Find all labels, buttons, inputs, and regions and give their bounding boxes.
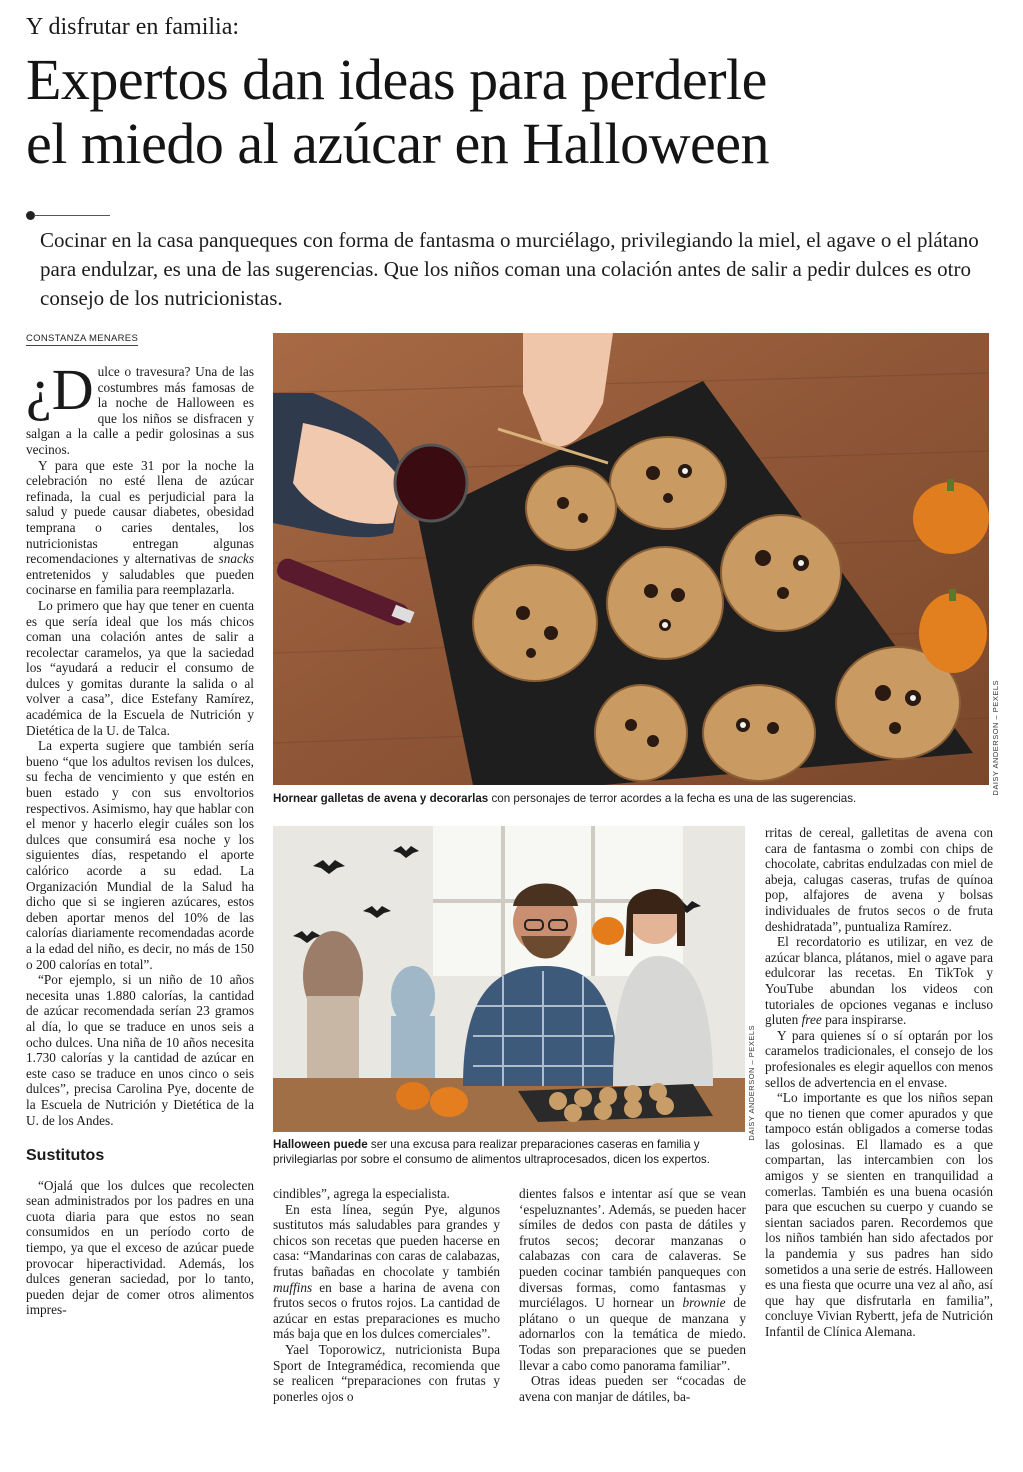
col1-paragraph-6: “Ojalá que los dulces que recolecten sean administrados por los padres en una cuota diaria para que estos no sean consumidos en un período corto de tiempo, ya que el exceso de azúcar puede provocar hiperactividad. Además, los dulces generan saciedad, por lo tanto, pueden dejar de comer otros alimentos impres- [26,1177,254,1318]
kicker: Y disfrutar en familia: [26,14,240,40]
headline-line-1: Expertos dan ideas para perderle [26,47,767,112]
col3-p1-em: brownie [682,1295,726,1311]
caption-top-text: con personajes de terror acordes a la fecha es una de las sugerencias. [488,792,857,805]
col1-paragraph-5: “Por ejemplo, si un niño de 10 años necesita unas 1.880 calorías, la cantidad de azúcar recomendada serían 23 gramos al día, lo que se traduce en unos seis a ocho dulces. Una niña de 10 años necesita 1.730 calorías y la cantidad de azúcar en este caso se traduce en unos cinco o seis dulces”, precisa Carolina Pye, docente de la Escuela de Nutrición y Dietética de la U. de los Andes. [26,972,254,1128]
col2-p2-em: muffins [273,1279,313,1295]
col2-paragraph-2 [273,1202,500,1342]
col2-paragraph-1: cindibles”, agrega la especialista. [273,1186,450,1201]
headline-line-2: el miedo al azúcar en Halloween [26,111,769,176]
photo-cookies [273,333,989,785]
caption-middle-text: ser una excusa para realizar preparaciones caseras en familia y privilegiarlas por sobre el consumo de alimentos ultraprocesados, dicen los expertos. [273,1138,710,1166]
caption-middle-bold: Halloween puede [273,1138,368,1151]
col1-p2-a: Y para que este 31 por la noche la celebración no esté llena de azúcar refinada, la cual es perjudicial para la salud y puede causar diabetes, obesidad temprana o caries dentales, los nutricionistas entregan algunas recomendaciones y alternativas de [26,457,254,567]
col3-paragraph-2: Otras ideas pueden ser “cocadas de avena con manjar de dátiles, ba- [519,1373,746,1404]
col2-p2-a: En esta línea, según Pye, algunos sustitutos más saludables para grandes y chicos son recetas que pueden hacerse en casa: “Mandarinas con caras de calabazas, frutas bañadas en chocolate y también [273,1201,500,1279]
family-illustration [273,826,745,1132]
col1-paragraph-2 [26,458,254,598]
col1-p1-text: ulce o travesura? Una de las costumbres más famosas de la noche de Halloween es que los niños se disfracen y salgan a la calle a pedir golosinas a sus vecinos. [26,364,254,457]
caption-top-bold: Hornear galletas de avena y decorarlas [273,792,489,805]
column-3 [519,1186,746,1404]
col3-p1-a: dientes falsos e intentar así que se vean ‘espeluznantes’. Además, se pueden hacer símiles de dedos con pasta de dátiles y frutos secos; decorar manzanas o calabazas con cara de calaveras. Se pueden cocinar también panqueques con diversas formas, como fantasmas y murciélagos. U hornear un [519,1186,746,1311]
column-4 [765,825,993,1340]
col1-p2-b: entretenidos y saludables que pueden cocinarse en familia para reemplazarla. [26,566,254,598]
subhead-sustitutos: Sustitutos [26,1147,105,1165]
caption-top [273,791,993,806]
col1-paragraph-4: La experta sugiere que también sería bueno “que los adultos revisen los dulces, su fecha de vencimiento y que estén en buen estado y con sus envoltorios respectivos. Asimismo, hay que hablar con el menor y hacerlo elegir cuáles son los dulces que consumirá esa noche y los siguientes días, respetando el aporte calórico acorde a su edad. La Organización Mundial de la Salud ha dicho que si se ingieren azúcares, estos deben aportar menos del 10% de las calorías diariamente recomendadas acorde a la edad del niño, es decir, no más de 150 o 200 calorías en total”. [26,738,254,972]
headline [26,48,1006,176]
col1-paragraph-3: Lo primero que hay que tener en cuenta es que sería ideal que los más chicos coman una colación antes de salir a recolectar caramelos, ya que la saciedad los “ayudará a reducir el consumo de dulces y gomitas durante la salida o al volver a casa”, dice Estefany Ramírez, académica de la Escuela de Nutrición y Dietética de la U. de Talca. [26,597,254,738]
deck: Cocinar en la casa panqueques con forma de fantasma o murciélago, privilegiando la miel, el agave o el plátano para endulzar, es una de las sugerencias. Que los niños coman una colación antes de salir a pedir dulces es otro consejo de los nutricionistas. [40,228,979,310]
col4-p2-a: El recordatorio es utilizar, en vez de azúcar blanca, plátanos, miel o agave para edulcorar las recetas. En TikTok y YouTube abundan los videos con tutoriales de opciones veganas e incluso gluten [765,934,993,1028]
col2-p2-b: en base a harina de avena con frutos secos o frutos rojos. La cantidad de azúcar en estas preparaciones es mucho más baja que en los dulces comerciales”. [273,1279,500,1342]
col3-paragraph-1 [519,1186,746,1373]
cookies-illustration [273,333,989,785]
column-1 [26,357,254,1318]
col1-p2-em: snacks [218,551,254,567]
photo-credit-middle: DAISY ANDERSON – PEXELS [747,1025,756,1141]
col1-paragraph-1 [26,357,254,458]
column-2 [273,1186,500,1404]
col4-paragraph-1: rritas de cereal, galletitas de avena con cara de fantasma o zombi con chips de chocolate, cabritas endulzadas con miel de abeja, calugas caseras, trufas de quínoa pop, alfajores de avena y bolsas individuales de frutos secos o de fruta deshidratada”, puntualiza Ramírez. [765,825,993,934]
col4-paragraph-2 [765,934,993,1028]
col4-p2-em: free [801,1012,822,1028]
byline: CONSTANZA MENARES [26,333,139,344]
rule-line [34,215,110,216]
drop-cap: ¿D [26,357,94,422]
col2-paragraph-3: Yael Toporowicz, nutricionista Bupa Sport de Integramédica, recomienda que se realicen “preparaciones con frutas y ponerles ojos o [273,1341,500,1404]
col3-p1-b: de plátano o un queque de manzana y adornarlos con la temática de miedo. Todas son preparaciones que se pueden llevar a cabo como panorama familiar”. [519,1295,746,1373]
caption-middle [273,1137,749,1167]
col4-paragraph-3: Y para quienes sí o sí optarán por los caramelos tradicionales, el consejo de los profesionales es elegir aquellos con menos sellos de advertencia en el envase. [765,1027,993,1090]
photo-family [273,826,745,1132]
col4-paragraph-4: “Lo importante es que los niños sepan que no tienen que comer apurados y que tampoco están obligados a comerse todas las golosinas. El llamado es a que compartan, las intercambien con los amigos y se sienten en tranquilidad a comerlas. También es una buena ocasión para que escuchen su cuerpo y cuando se sientan saciados paren. Recordemos que los niños también han sido afectados por la pandemia y sus padres han sido sometidos a una serie de estrés. Halloween es una fiesta que ocurre una vez al año, así que hay que disfrutarla en familia”, concluye Vivian Rybertt, jefa de Nutrición Infantil de Clínica Alemana. [765,1090,993,1339]
photo-credit-top: DAISY ANDERSON – PEXELS [991,680,1000,796]
col4-p2-b: para inspirarse. [821,1012,907,1028]
